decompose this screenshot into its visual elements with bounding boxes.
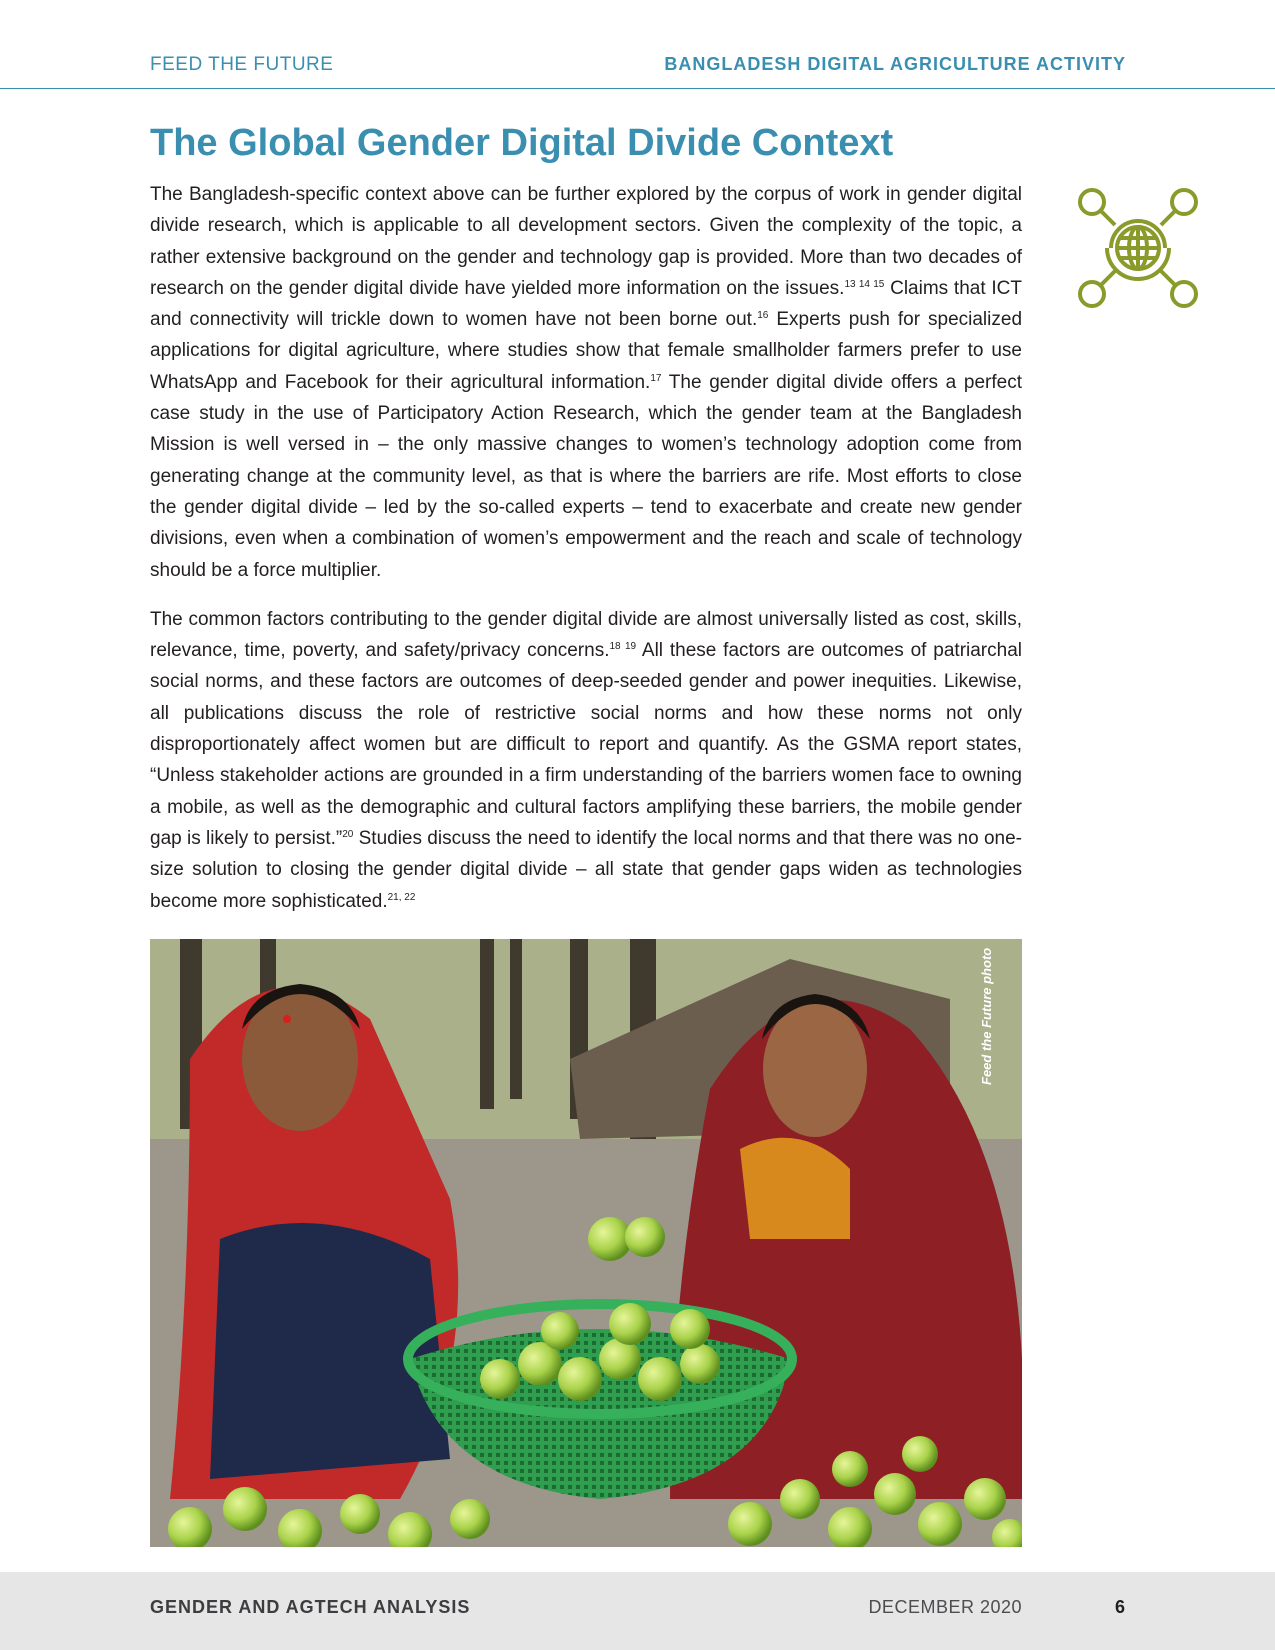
header-right-label: BANGLADESH DIGITAL AGRICULTURE ACTIVITY [664, 54, 1126, 74]
paragraph-1-text-d: The gender digital divide offers a perfect case study in the use of Participatory Action Research, which the gender team at the Bangladesh Mission is well versed in – the only massive changes to women’s technology adoption come from generating change at the community level, as that is where the barriers are rife. Most efforts to close the gender digital divide – led by the so-called experts – tend to exacerbate and create new gender divisions, even when a combination of women’s empowerment and the reach and scale of technology should be a force multiplier. [150, 371, 1022, 581]
footnote-ref[interactable]: 21, 22 [387, 891, 416, 903]
paragraph-1-text-b: Claims that ICT and connectivity will trickle down to women have not been borne out. [150, 277, 1022, 331]
photo-credit: Feed the Future photo [979, 947, 994, 1085]
paragraph-2 [150, 604, 1022, 917]
footnote-ref[interactable]: 18 19 [609, 641, 637, 653]
header-left-label: FEED THE FUTURE [150, 54, 334, 75]
footer [0, 1572, 1275, 1650]
footnote-ref[interactable]: 16 [757, 310, 769, 322]
footnote-ref[interactable]: 17 [650, 372, 662, 384]
paragraph-2-text-b: All these factors are outcomes of patriarchal social norms, and these factors are outcomes of deep-seeded gender and power inequities. Likewise, all publications discuss the role of restrictive social norms and how these norms not only disproportionately affect women but are difficult to report and quantify. As the GSMA report states, “Unless stakeholder actions are grounded in a firm understanding of the barriers women face to owning a mobile, as well as the demographic and cultural factors amplifying these barriers, the mobile gender gap is likely to persist.” [150, 640, 1022, 849]
paragraph-2-text-c: Studies discuss the need to identify the local norms and that there was no one-size solution to closing the gender digital divide – all state that gender gaps widen as technologies become more sophisticated. [150, 827, 1023, 912]
section-title: The Global Gender Digital Divide Context [150, 122, 894, 164]
footnote-ref[interactable]: 20 [342, 828, 354, 840]
footer-date: DECEMBER 2020 [868, 1597, 1022, 1617]
paragraph-1 [150, 179, 1022, 586]
footnote-ref[interactable]: 13 14 15 [844, 278, 885, 290]
header-divider [0, 88, 1275, 89]
photo-women-with-fruit [150, 939, 1022, 1547]
page-number: 6 [1114, 1597, 1125, 1617]
body-text [150, 179, 1022, 935]
paragraph-1-text-a: The Bangladesh-specific context above can be further explored by the corpus of work in gender digital divide research, which is applicable to all development sectors. Given the complexity of the topic, a rather extensive background on the gender and technology gap is provided. More than two decades of research on the gender digital divide have yielded more information on the issues. [150, 184, 1022, 299]
paragraph-1-text-c: Experts push for specialized applications for digital agriculture, where studies show that female smallholder farmers prefer to use WhatsApp and Facebook for their agricultural information. [150, 309, 1023, 393]
globe-network-icon [1075, 185, 1201, 311]
footer-report-title: GENDER AND AGTECH ANALYSIS [150, 1597, 471, 1617]
paragraph-2-text-a: The common factors contributing to the gender digital divide are almost universally listed as cost, skills, relevance, time, poverty, and safety/privacy concerns. [150, 608, 1022, 662]
